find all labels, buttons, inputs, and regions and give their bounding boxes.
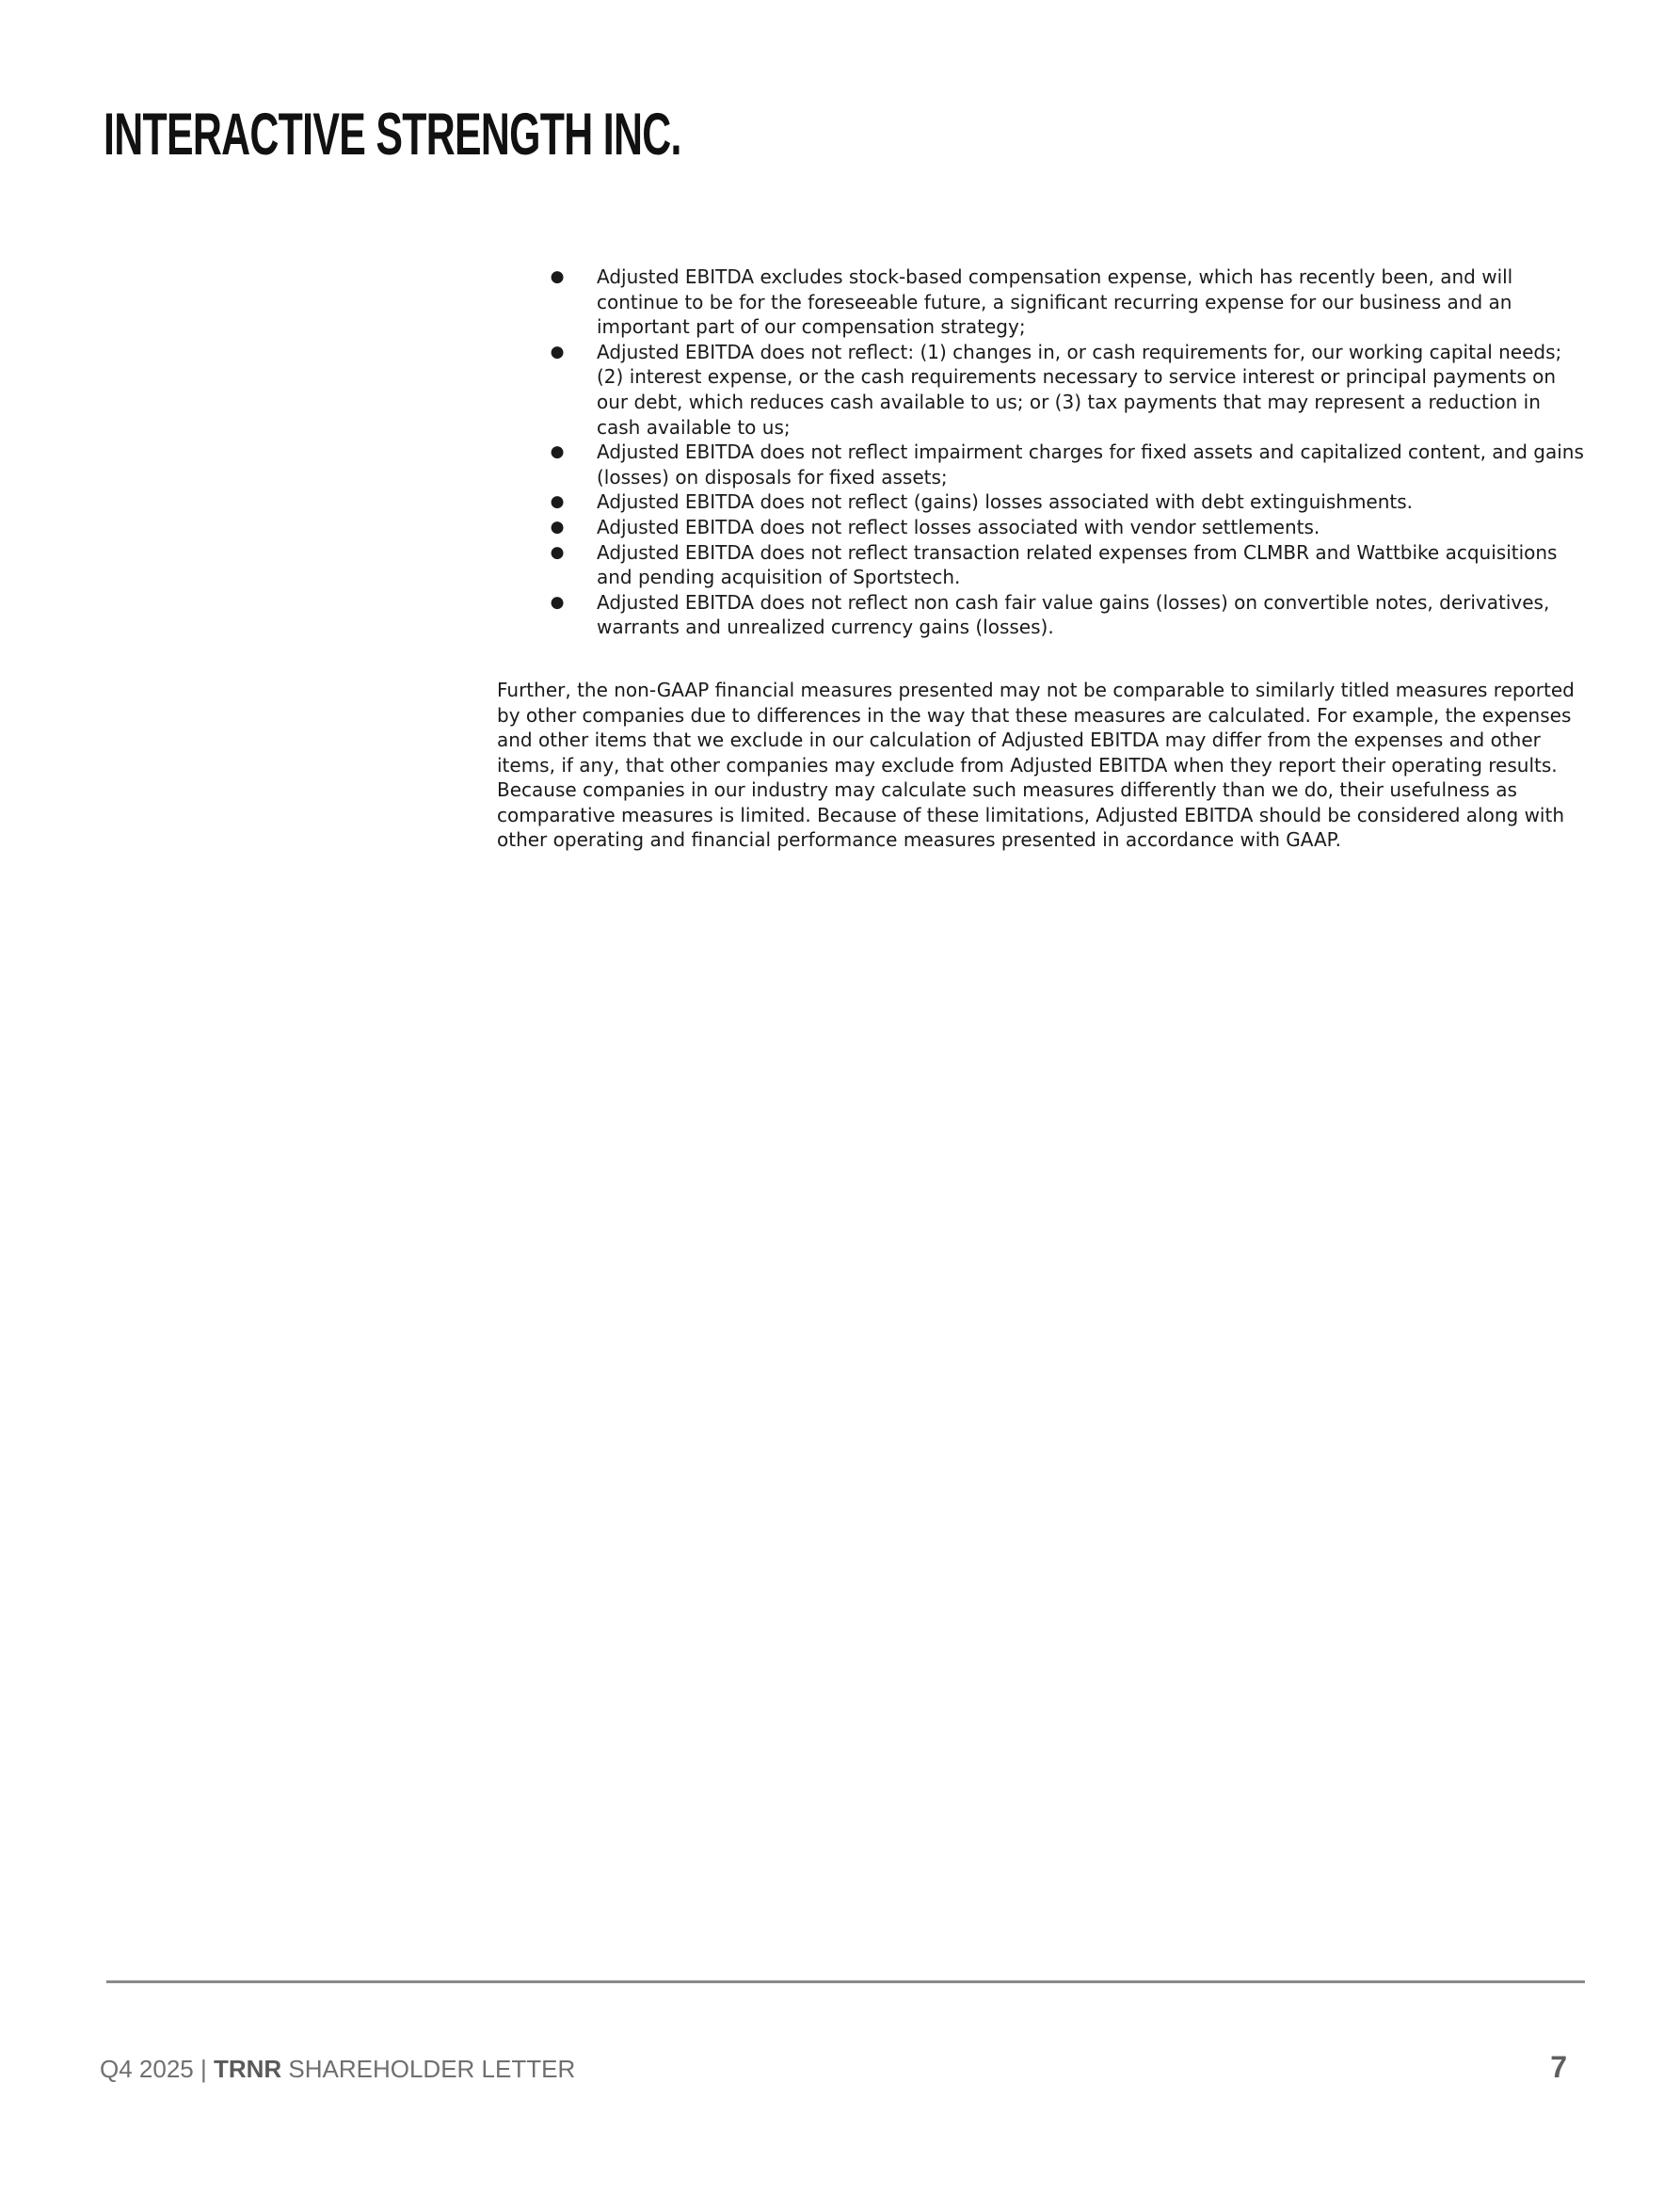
footer-divider — [106, 1980, 1585, 1983]
footer-label — [100, 2055, 575, 2083]
bullet-icon: ● — [550, 492, 565, 512]
list-item — [497, 340, 1589, 440]
list-item — [497, 489, 1589, 515]
list-item-text: Adjusted EBITDA does not reflect non cash fair value gains (losses) on convertible notes, derivatives, warrants and unrealized currency gains (losses). — [597, 590, 1550, 639]
list-item — [497, 264, 1589, 340]
bullet-icon: ● — [550, 542, 565, 562]
footer-ticker: TRNR — [213, 2055, 282, 2083]
list-item — [497, 515, 1589, 540]
non-gaap-paragraph: Further, the non-GAAP financial measures presented may not be comparable to similarly titled measures reported by other companies due to differences in the way that these measures are calculated. For example, the expenses and other items that we exclude in our calculation of Adjusted EBITDA may differ from the expenses and other items, if any, that other companies may exclude from Adjusted EBITDA when they report their operating results. Because companies in our industry may calculate such measures differently than we do, their usefulness as comparative measures is limited. Because of these limitations, Adjusted EBITDA should be considered along with other operating and financial performance measures presented in accordance with GAAP. — [497, 678, 1575, 852]
list-item-text: Adjusted EBITDA does not reflect transaction related expenses from CLMBR and Wattbike acquisitions and pending acquisition of Sportstech. — [597, 540, 1558, 589]
list-item — [497, 540, 1589, 590]
bullet-icon: ● — [550, 342, 565, 361]
list-item-text: Adjusted EBITDA does not reflect (gains) losses associated with debt extinguishments. — [597, 490, 1414, 514]
list-item — [497, 590, 1589, 640]
bullet-icon: ● — [550, 267, 565, 286]
bullet-icon: ● — [550, 442, 565, 462]
limitations-list — [497, 264, 1589, 640]
company-title: INTERACTIVE STRENGTH INC. — [104, 102, 681, 168]
footer-period: Q4 2025 | — [100, 2055, 214, 2083]
bullet-icon: ● — [550, 517, 565, 537]
list-item-text: Adjusted EBITDA does not reflect impairment charges for fixed assets and capitalized content, and gains (losses) on disposals for fixed assets; — [597, 441, 1584, 489]
page-number: 7 — [1550, 2050, 1567, 2084]
list-item-text: Adjusted EBITDA does not reflect: (1) changes in, or cash requirements for, our working capital needs; (2) interest expense, or the cash requirements necessary to service interest or principal payments on our debt, which reduces cash available to us; or (3) tax payments that may represent a reduction in cash available to us; — [597, 340, 1562, 439]
list-item — [497, 440, 1589, 489]
list-item-text: Adjusted EBITDA does not reflect losses associated with vendor settlements. — [597, 515, 1320, 538]
list-item-text: Adjusted EBITDA excludes stock-based compensation expense, which has recently been, and will continue to be for the foreseeable future, a significant recurring expense for our business and an important part of our compensation strategy; — [597, 265, 1513, 339]
bullet-icon: ● — [550, 592, 565, 612]
footer-doc-label: SHAREHOLDER LETTER — [281, 2055, 576, 2083]
main-content — [497, 264, 1589, 853]
